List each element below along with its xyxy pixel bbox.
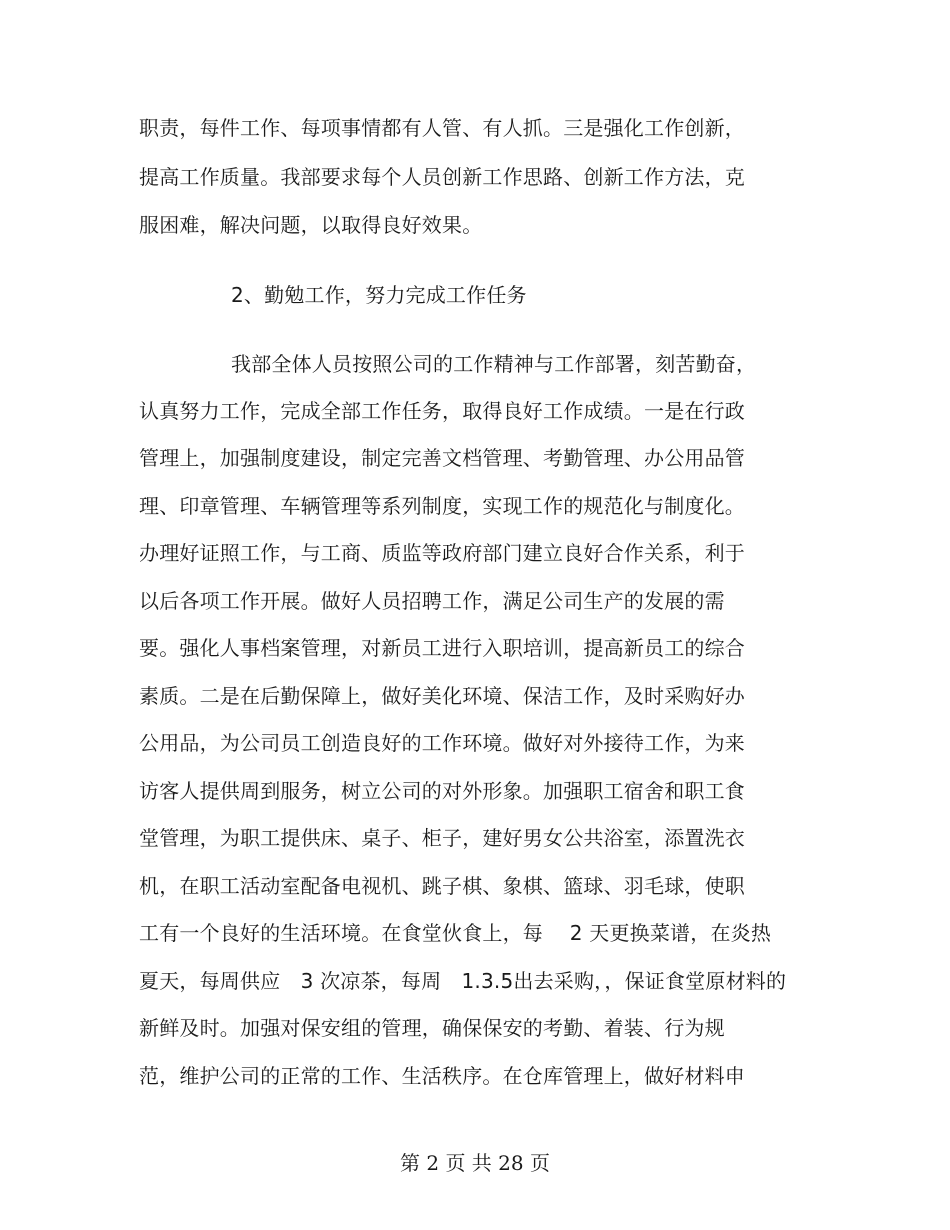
page-number-footer: 第 2 页 共 28 页 — [400, 1151, 550, 1175]
paragraph-line-7: 要。强化人事档案管理，对新员工进行入职培训，提高新员工的综合 — [139, 636, 745, 660]
paragraph-line-16: 范，维护公司的正常的工作、生活秩序。在仓库管理上，做好材料申 — [139, 1064, 745, 1088]
section-heading: 2、勤勉工作，努力完成工作任务 — [231, 283, 527, 307]
paragraph-line-2: 认真努力工作，完成全部工作任务，取得良好工作成绩。一是在行政 — [139, 399, 745, 423]
paragraph-line-5: 办理好证照工作，与工商、质监等政府部门建立良好合作关系，利于 — [139, 541, 745, 565]
paragraph-line-12: 机，在职工活动室配备电视机、跳子棋、象棋、篮球、羽毛球，使职 — [139, 874, 745, 898]
paragraph-line-3: 管理上，加强制度建设，制定完善文档管理、考勤管理、办公用品管 — [139, 446, 745, 470]
paragraph-line-14: 夏天，每周供应 3 次凉茶，每周 1.3.5出去采购，，保证食堂原材料的 — [139, 969, 787, 993]
paragraph-line-9: 公用品，为公司员工创造良好的工作环境。做好对外接待工作，为来 — [139, 731, 745, 755]
paragraph-line-10: 访客人提供周到服务，树立公司的对外形象。加强职工宿舍和职工食 — [139, 779, 745, 803]
paragraph-line-4: 理、印章管理、车辆管理等系列制度，实现工作的规范化与制度化。 — [139, 494, 745, 518]
paragraph-line-6: 以后各项工作开展。做好人员招聘工作，满足公司生产的发展的需 — [139, 589, 725, 613]
paragraph-line-1: 我部全体人员按照公司的工作精神与工作部署，刻苦勤奋， — [231, 352, 757, 376]
text-line-2: 提高工作质量。我部要求每个人员创新工作思路、创新工作方法，克 — [139, 165, 745, 189]
paragraph-line-8: 素质。二是在后勤保障上，做好美化环境、保洁工作，及时采购好办 — [139, 684, 745, 708]
text-line-3: 服困难，解决问题，以取得良好效果。 — [139, 213, 483, 237]
paragraph-line-15: 新鲜及时。加强对保安组的管理，确保保安的考勤、着装、行为规 — [139, 1016, 725, 1040]
paragraph-line-11: 堂管理，为职工提供床、桌子、柜子，建好男女公共浴室，添置洗衣 — [139, 826, 745, 850]
paragraph-line-13: 工有一个良好的生活环境。在食堂伙食上，每 2 天更换菜谱，在炎热 — [139, 921, 772, 945]
text-line-1: 职责，每件工作、每项事情都有人管、有人抓。三是强化工作创新， — [139, 116, 745, 140]
